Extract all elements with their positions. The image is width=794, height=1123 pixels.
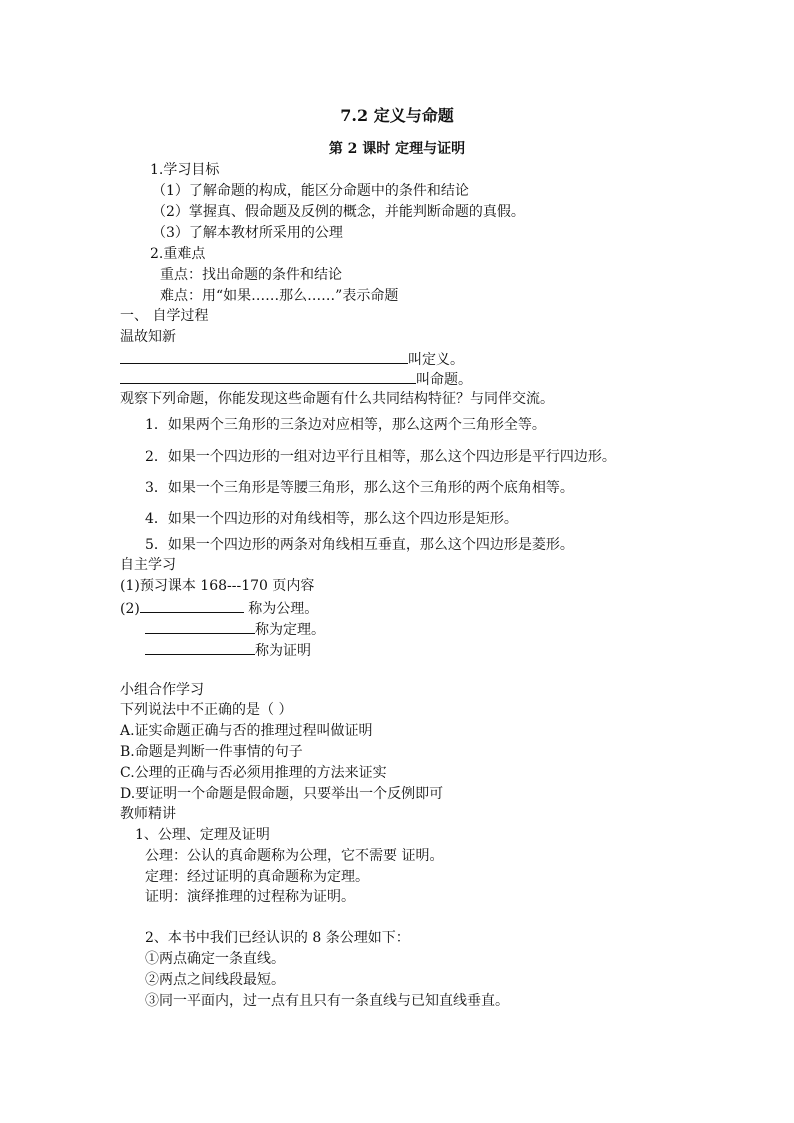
page-subtitle: 第 2 课时 定理与证明 bbox=[328, 141, 466, 157]
definition-blank-tail: 叫定义。 bbox=[408, 352, 464, 368]
axiom-blank-tail: 称为公理。 bbox=[243, 601, 319, 617]
axiom-item: ②两点之间线段最短。 bbox=[145, 972, 285, 988]
proposition-blank-line bbox=[120, 368, 472, 390]
proposition-item: 4．如果一个四边形的对角线相等，那么这个四边形是矩形。 bbox=[145, 511, 518, 527]
item2-prefix: (2) bbox=[120, 601, 140, 617]
proposition-item: 1．如果两个三角形的三条边对应相等，那么这两个三角形全等。 bbox=[145, 417, 546, 433]
theorem-blank-tail: 称为定理。 bbox=[255, 622, 325, 638]
axiom-item: ①两点确定一条直线。 bbox=[145, 951, 285, 967]
option-item: A.证实命题正确与否的推理过程叫做证明 bbox=[120, 723, 373, 739]
page-title: 7.2 定义与命题 bbox=[340, 106, 454, 125]
key-points-heading: 2.重难点 bbox=[150, 246, 206, 262]
proposition-item: 2．如果一个四边形的一组对边平行且相等，那么这个四边形是平行四边形。 bbox=[145, 449, 616, 465]
definition-blank-line bbox=[120, 348, 464, 370]
difficult-point: 难点：用“如果……那么……”表示命题 bbox=[160, 288, 399, 304]
teacher-subheading: 2、本书中我们已经认识的 8 条公理如下： bbox=[145, 930, 410, 946]
observe-prompt: 观察下列命题，你能发现这些命题有什么共同结构特征？与同伴交流。 bbox=[120, 391, 554, 407]
teacher-heading: 教师精讲 bbox=[120, 806, 176, 822]
objective-item: （2）掌握真、假命题及反例的概念，并能判断命题的真假。 bbox=[152, 204, 525, 220]
proposition-item: 5．如果一个四边形的两条对角线相互垂直，那么这个四边形是菱形。 bbox=[145, 537, 574, 553]
fill-blank[interactable] bbox=[120, 368, 416, 384]
proposition-item: 3．如果一个三角形是等腰三角形，那么这个三角形的两个底角相等。 bbox=[145, 480, 574, 496]
option-item: C.公理的正确与否必须用推理的方法来证实 bbox=[120, 765, 387, 781]
autonomous-heading: 自主学习 bbox=[120, 557, 176, 573]
objective-item: （1）了解命题的构成，能区分命题中的条件和结论 bbox=[152, 183, 469, 199]
review-heading: 温故知新 bbox=[120, 329, 176, 345]
group-study-heading: 小组合作学习 bbox=[120, 682, 204, 698]
preview-item: (1)预习课本 168---170 页内容 bbox=[120, 578, 315, 594]
group-question: 下列说法中不正确的是（ ） bbox=[120, 702, 293, 718]
key-point: 重点：找出命题的条件和结论 bbox=[160, 267, 342, 283]
axiom-definition: 公理：公认的真命题称为公理，它不需要 证明。 bbox=[145, 848, 444, 864]
option-item: B.命题是判断一件事情的句子 bbox=[120, 744, 303, 760]
fill-blank[interactable] bbox=[145, 618, 255, 634]
section-heading: 一、 自学过程 bbox=[120, 308, 209, 324]
fill-blank[interactable] bbox=[145, 639, 255, 655]
theorem-blank-line bbox=[145, 618, 325, 640]
objectives-heading: 1.学习目标 bbox=[150, 162, 220, 178]
proposition-blank-tail: 叫命题。 bbox=[416, 372, 472, 388]
axiom-item: ③同一平面内，过一点有且只有一条直线与已知直线垂直。 bbox=[145, 993, 509, 1009]
proof-blank-tail: 称为证明 bbox=[255, 643, 311, 659]
objective-item: （3）了解本教材所采用的公理 bbox=[152, 225, 343, 241]
theorem-definition: 定理：经过证明的真命题称为定理。 bbox=[145, 869, 369, 885]
axiom-blank-line bbox=[120, 597, 318, 619]
proof-definition: 证明：演绎推理的过程称为证明。 bbox=[145, 889, 355, 905]
teacher-subheading: 1、公理、定理及证明 bbox=[135, 827, 270, 843]
option-item: D.要证明一个命题是假命题，只要举出一个反例即可 bbox=[120, 786, 444, 802]
fill-blank[interactable] bbox=[120, 348, 408, 364]
fill-blank[interactable] bbox=[140, 597, 244, 613]
proof-blank-line bbox=[145, 639, 311, 661]
